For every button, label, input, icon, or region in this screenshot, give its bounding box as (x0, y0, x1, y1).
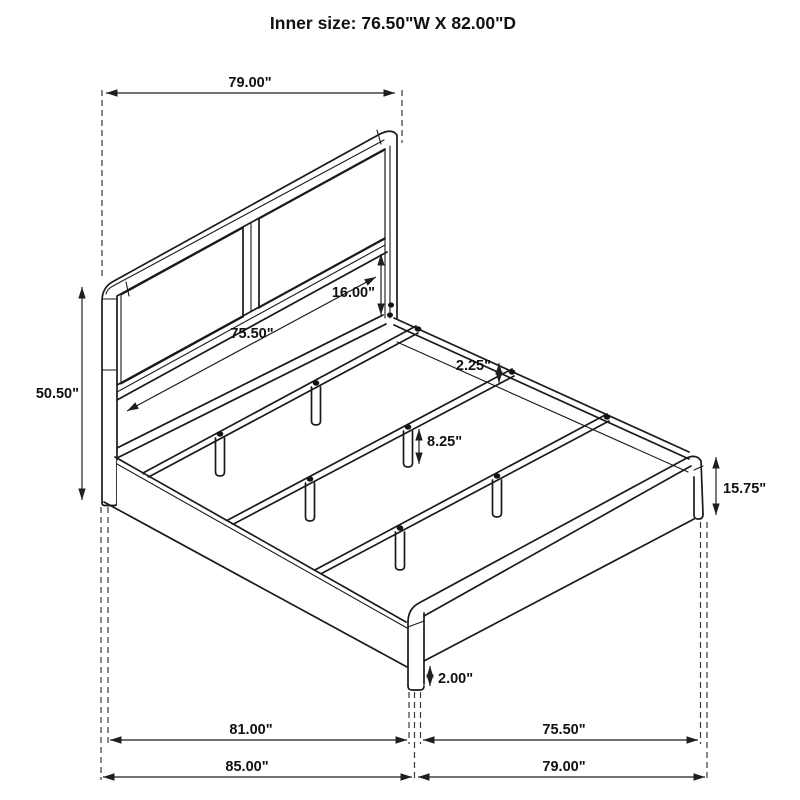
dim-floor-clearance-label: 2.00" (438, 671, 474, 687)
bolt-dot (388, 302, 394, 307)
headboard-panel-left (121, 228, 243, 384)
dim-footboard-height (716, 457, 766, 515)
dim-support-leg-height-label: 8.25" (427, 434, 463, 450)
dim-footboard-outer-width (418, 759, 705, 777)
footboard-top-edge (408, 456, 703, 622)
footboard (408, 456, 703, 690)
dim-footboard-inner-width (423, 722, 698, 740)
dim-headboard-inner-width-label: 75.50" (230, 326, 274, 342)
dim-footboard-height-label: 15.75" (723, 481, 767, 497)
dim-floor-clearance (430, 666, 473, 687)
headboard-outer-frame (102, 131, 397, 503)
footboard-left-post-joint (408, 621, 424, 627)
far-slat-rail-top (394, 318, 689, 452)
side-rail-top-edge (115, 457, 406, 622)
headboard (102, 130, 397, 506)
headboard-center-stile (243, 219, 259, 317)
dim-outer-depth-label: 85.00" (225, 759, 269, 775)
dim-footboard-inner-width-label: 75.50" (542, 722, 586, 738)
dim-slat-rail-thickness-label: 2.25" (455, 358, 491, 374)
side-rail (104, 457, 407, 667)
dim-panel-to-rail-gap-label: 16.00" (331, 285, 375, 301)
dim-outer-depth (103, 759, 412, 777)
side-rail-bottom-edge (104, 502, 407, 667)
headboard-cap-joint-right (377, 130, 381, 144)
diagram-title: Inner size: 76.50"W X 82.00"D (269, 13, 517, 33)
dim-headboard-width-label: 79.00" (228, 75, 272, 91)
dim-inner-depth (110, 722, 407, 740)
dim-inner-depth-label: 81.00" (229, 722, 273, 738)
dim-headboard-height-label: 50.50" (35, 386, 79, 402)
dim-headboard-height (36, 287, 82, 500)
dim-support-leg-height (419, 429, 462, 464)
footboard-left-post-foot (408, 686, 424, 690)
bolt-dot (387, 312, 393, 317)
dim-footboard-outer-width-label: 79.00" (542, 759, 586, 775)
slat (226, 369, 514, 528)
side-rail-top-inner (117, 464, 407, 628)
